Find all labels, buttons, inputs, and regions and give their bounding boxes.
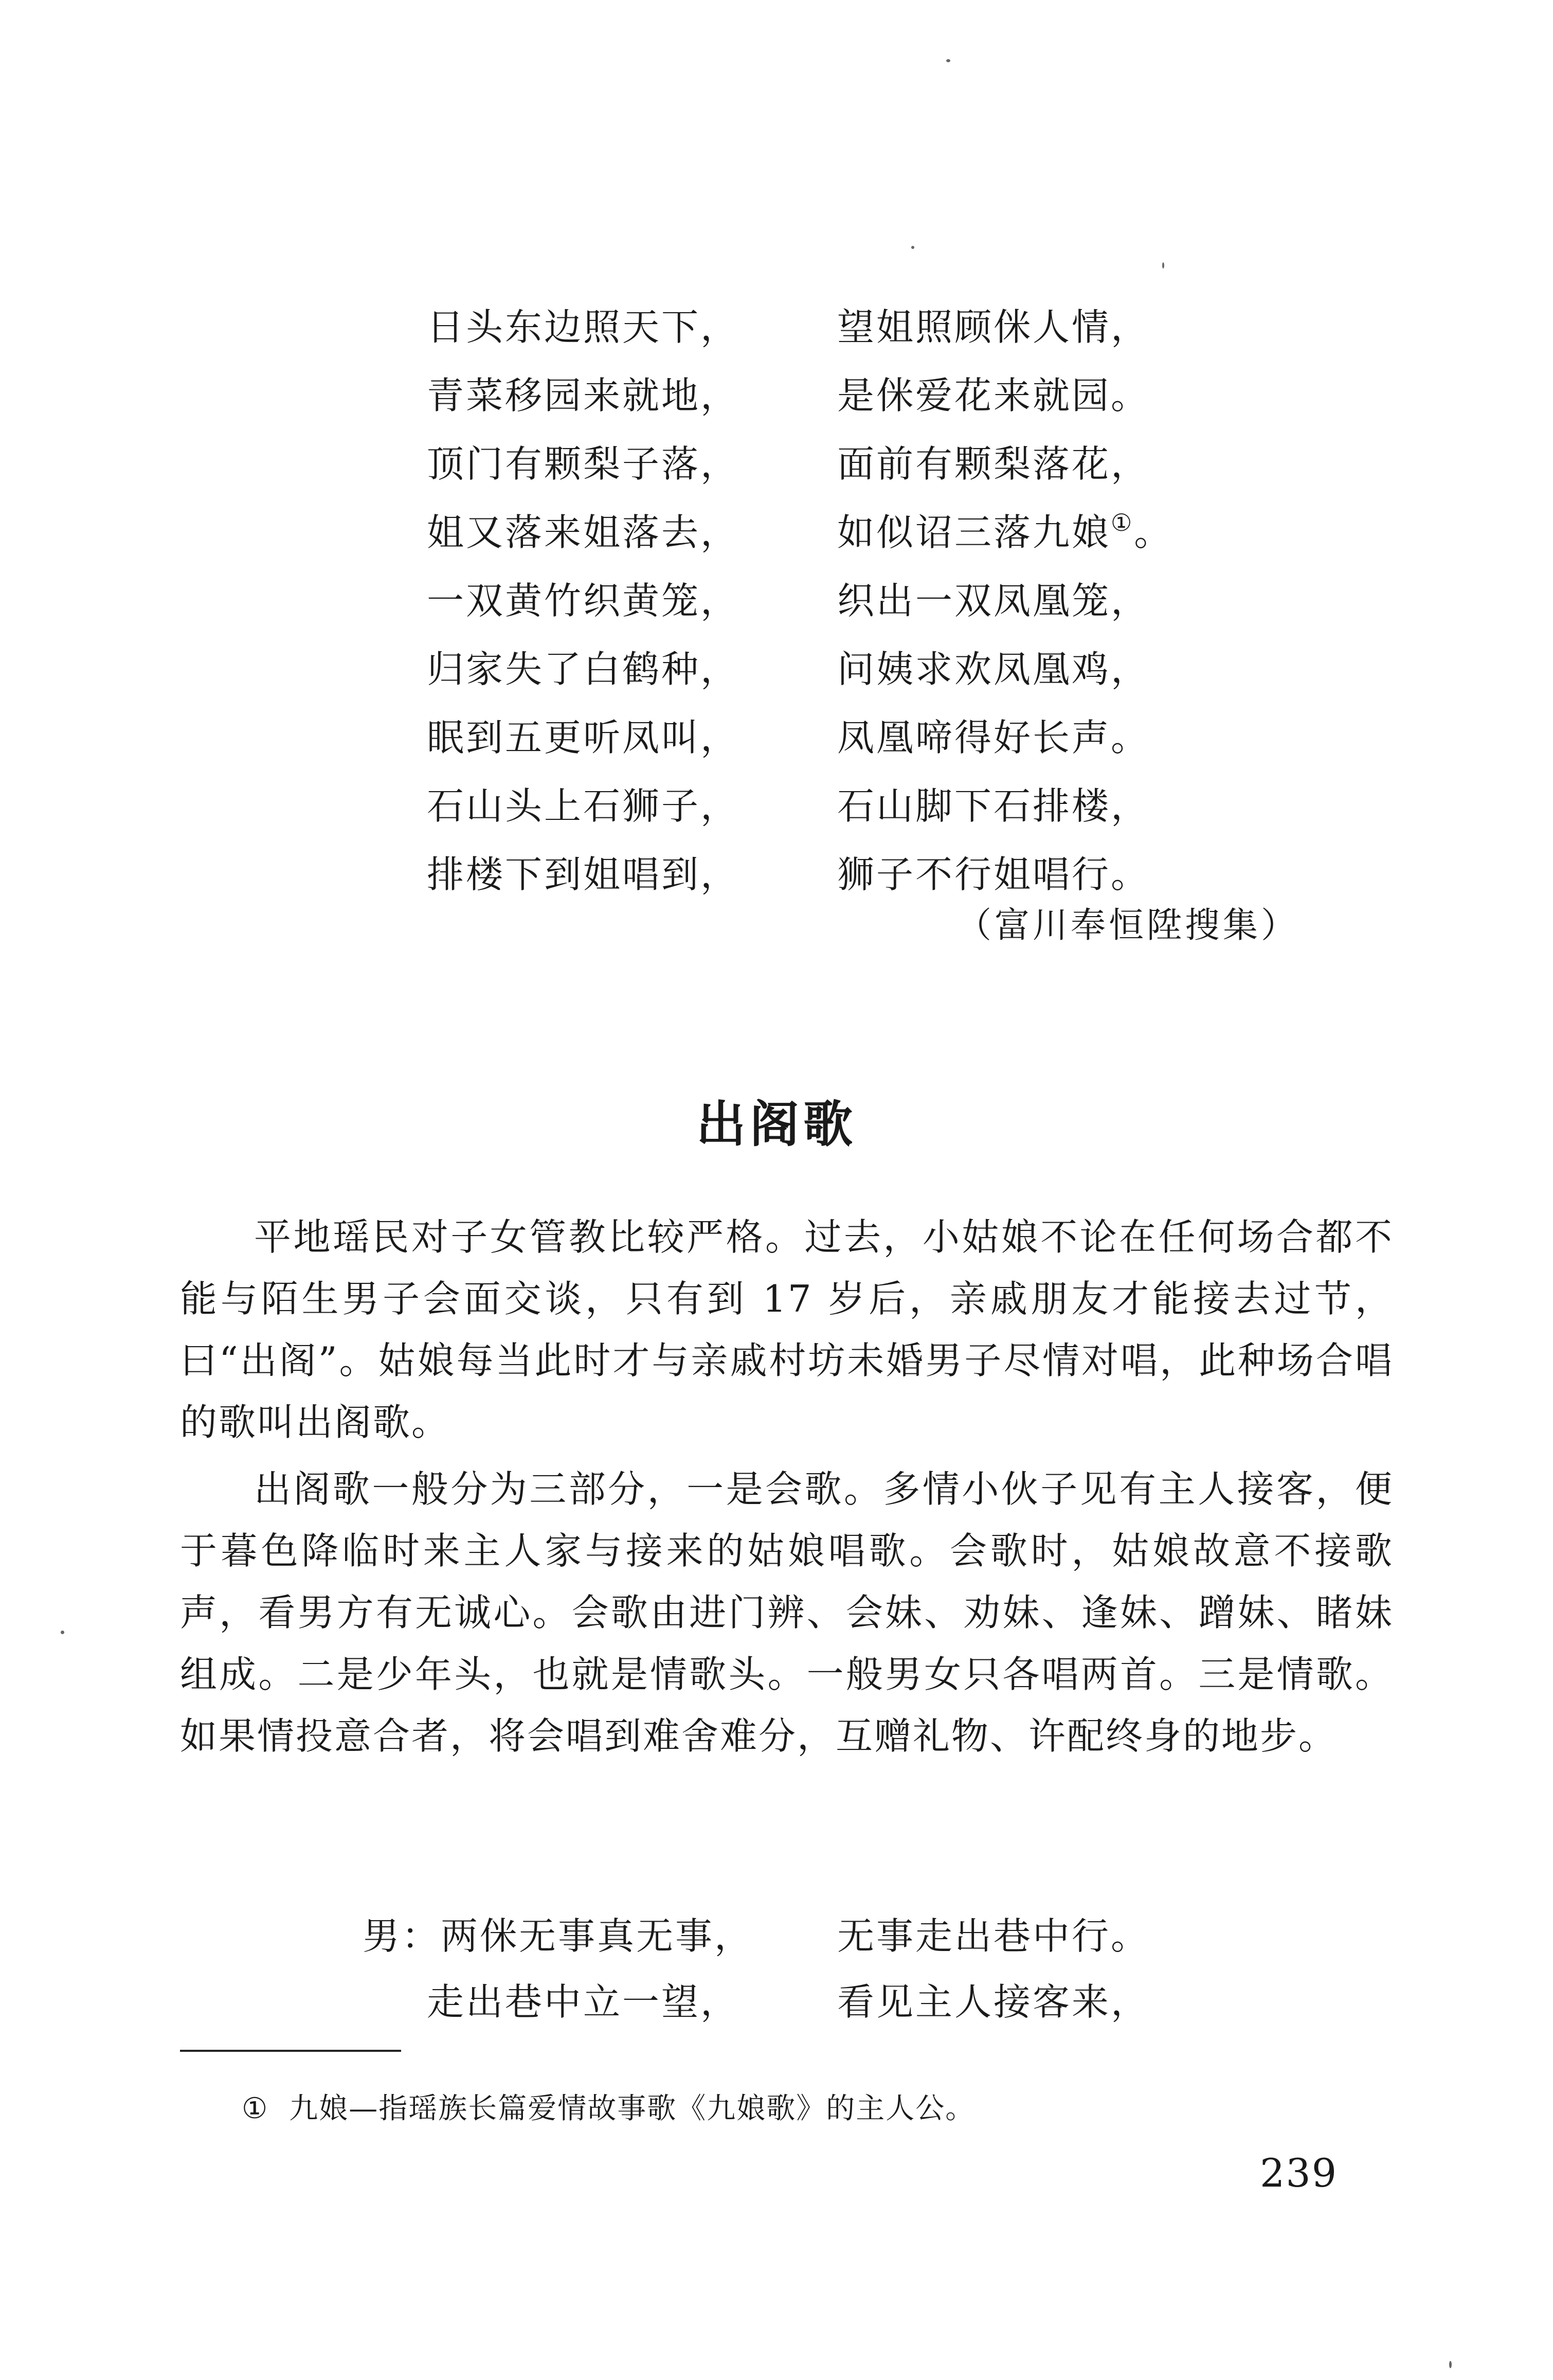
- paragraph: 出阁歌一般分为三部分，一是会歌。多情小伙子见有主人接客，便于暮色降临时来主人家与接来的姑娘唱歌。会歌时，姑娘故意不接歌声，看男方有无诚心。会歌由进门辨、会妹、劝妹、逢妹、蹭妹、睹妹组成。二是少年头，也就是情歌头。一般男女只各唱两首。三是情歌。如果情投意合者，将会唱到难舍难分，互赠礼物、许配终身的地步。: [180, 1468, 1394, 1758]
- poem-line: [363, 1903, 1391, 1969]
- poem-line-left: 走出巷中立一望，: [427, 1980, 740, 2024]
- poem-attribution: （富川奉恒陞搜集）: [956, 905, 1299, 946]
- poem-line: [363, 1969, 1391, 2035]
- scan-speck: [61, 1631, 64, 1634]
- poem-line: [427, 704, 1352, 772]
- poem-line-right: 面前有颗梨落花，: [837, 442, 1150, 486]
- dialogue-poem: [363, 1903, 1391, 2035]
- scan-speck: [946, 59, 950, 62]
- poem-line-left: 姐又落来姐落去，: [427, 511, 740, 554]
- poem-top: [427, 293, 1352, 909]
- page-number: 239: [1260, 2150, 1338, 2196]
- scan-speck: [1162, 262, 1164, 269]
- footnote-text: 九娘—指瑶族长篇爱情故事歌《九娘歌》的主人公。: [289, 2092, 976, 2125]
- poem-line-right: 凤凰啼得好长声。: [837, 716, 1150, 759]
- poem-line-right: 看见主人接客来，: [837, 1980, 1150, 2024]
- poem-line-right: 是侎爱花来就园。: [837, 374, 1150, 417]
- poem-line-left: 青菜移园来就地，: [427, 374, 740, 417]
- poem-line: [427, 498, 1352, 567]
- poem-line-right: 织出一双凤凰笼，: [837, 579, 1150, 622]
- poem-line: [427, 567, 1352, 635]
- footnote: [242, 2086, 975, 2127]
- poem-line-right: 无事走出巷中行。: [837, 1914, 1150, 1958]
- poem-line: [427, 772, 1352, 840]
- footnote-marker: ①: [242, 2092, 269, 2125]
- body-text: [180, 1206, 1394, 1772]
- poem-line-left: 归家失了白鹤种，: [427, 648, 740, 691]
- footnote-reference[interactable]: ①: [1111, 509, 1134, 536]
- poem-line-right: 望姐照顾侎人情，: [837, 306, 1150, 349]
- poem-line: [427, 293, 1352, 362]
- scan-speck: [911, 246, 914, 249]
- poem-line: [427, 362, 1352, 430]
- poem-line-left: 眠到五更听凤叫，: [427, 716, 740, 759]
- footnote-divider: [180, 2050, 401, 2052]
- poem-line-left: 男：两侎无事真无事，: [363, 1914, 754, 1958]
- poem-line-right-text: 如似诏三落九娘: [837, 511, 1111, 554]
- poem-line-right: [837, 498, 1173, 567]
- section-title: 出阁歌: [696, 1096, 857, 1153]
- poem-line-left: 一双黄竹织黄笼，: [427, 579, 740, 622]
- poem-line: [427, 635, 1352, 704]
- poem-line-left: 顶门有颗梨子落，: [427, 442, 740, 486]
- paragraph: 平地瑶民对子女管教比较严格。过去，小姑娘不论在任何场合都不能与陌生男子会面交谈，只有到 17 岁后，亲戚朋友才能接去过节，曰“出阁”。姑娘每当此时才与亲戚村坊未婚男子尽情对唱，此种场合唱的歌叫出阁歌。: [180, 1215, 1394, 1444]
- scan-speck: [1449, 2361, 1452, 2368]
- poem-line-right: 狮子不行姐唱行。: [837, 853, 1150, 896]
- poem-line-left: 排楼下到姐唱到，: [427, 853, 740, 896]
- poem-line-left: 石山头上石狮子，: [427, 784, 740, 828]
- poem-line-right-tail: 。: [1134, 511, 1173, 554]
- poem-line: [427, 430, 1352, 498]
- poem-line-right: 石山脚下石排楼，: [837, 784, 1150, 828]
- poem-line-right: 问姨求欢凤凰鸡，: [837, 648, 1150, 691]
- poem-line-left: 日头东边照天下，: [427, 306, 740, 349]
